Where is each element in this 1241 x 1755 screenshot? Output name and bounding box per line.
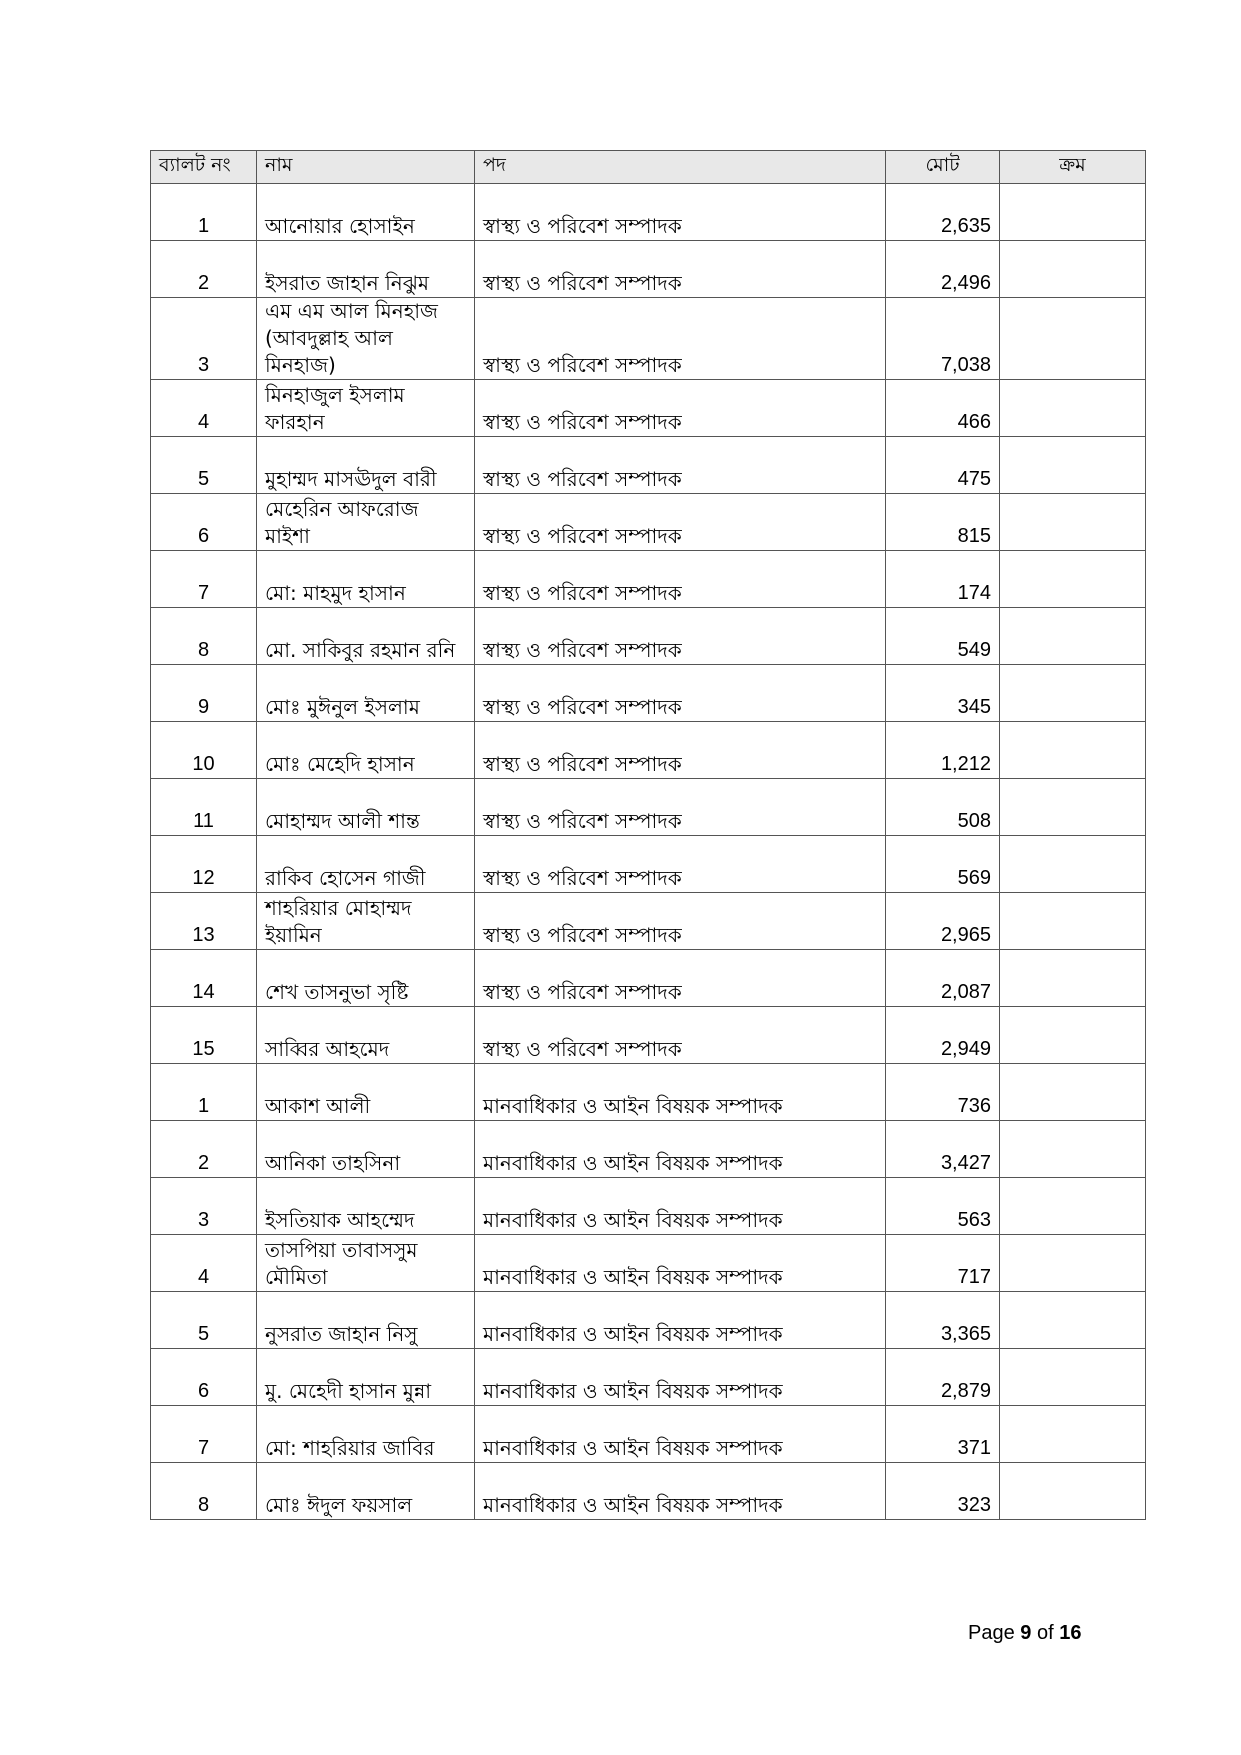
rank-cell	[1000, 241, 1146, 298]
name-cell: আকাশ আলী	[257, 1064, 475, 1121]
post-cell: স্বাস্থ্য ও পরিবেশ সম্পাদক	[475, 298, 886, 380]
total-cell: 736	[886, 1064, 1000, 1121]
rank-cell	[1000, 665, 1146, 722]
ballot-cell: 15	[151, 1007, 257, 1064]
ballot-cell: 7	[151, 551, 257, 608]
ballot-cell: 11	[151, 779, 257, 836]
name-cell: রাকিব হোসেন গাজী	[257, 836, 475, 893]
header-ballot: ব্যালট নং	[151, 151, 257, 184]
total-cell: 323	[886, 1463, 1000, 1520]
name-cell: মু. মেহেদী হাসান মুন্না	[257, 1349, 475, 1406]
name-cell: ইসরাত জাহান নিঝুম	[257, 241, 475, 298]
name-cell: মো. সাকিবুর রহমান রনি	[257, 608, 475, 665]
total-cell: 3,427	[886, 1121, 1000, 1178]
rank-cell	[1000, 1349, 1146, 1406]
ballot-cell: 2	[151, 241, 257, 298]
rank-cell	[1000, 836, 1146, 893]
ballot-cell: 3	[151, 298, 257, 380]
header-post: পদ	[475, 151, 886, 184]
results-table	[150, 150, 1146, 1520]
rank-cell	[1000, 1463, 1146, 1520]
name-cell: শাহরিয়ার মোহাম্মদ ইয়ামিন	[257, 893, 475, 950]
rank-cell	[1000, 608, 1146, 665]
total-cell: 717	[886, 1235, 1000, 1292]
post-cell: মানবাধিকার ও আইন বিষয়ক সম্পাদক	[475, 1406, 886, 1463]
ballot-cell: 4	[151, 380, 257, 437]
post-cell: স্বাস্থ্য ও পরিবেশ সম্পাদক	[475, 494, 886, 551]
table-row	[151, 494, 1146, 551]
header-rank: ক্রম	[1000, 151, 1146, 184]
post-cell: স্বাস্থ্য ও পরিবেশ সম্পাদক	[475, 1007, 886, 1064]
name-cell: মোঃ ঈদুল ফয়সাল	[257, 1463, 475, 1520]
ballot-cell: 1	[151, 1064, 257, 1121]
header-total: মোট	[886, 151, 1000, 184]
ballot-cell: 2	[151, 1121, 257, 1178]
total-cell: 569	[886, 836, 1000, 893]
post-cell: মানবাধিকার ও আইন বিষয়ক সম্পাদক	[475, 1463, 886, 1520]
post-cell: স্বাস্থ্য ও পরিবেশ সম্পাদক	[475, 241, 886, 298]
table-row	[151, 437, 1146, 494]
rank-cell	[1000, 184, 1146, 241]
name-cell: মোঃ মুঈনুল ইসলাম	[257, 665, 475, 722]
table-row	[151, 1121, 1146, 1178]
ballot-cell: 4	[151, 1235, 257, 1292]
table-row	[151, 184, 1146, 241]
total-cell: 2,635	[886, 184, 1000, 241]
total-cell: 563	[886, 1178, 1000, 1235]
rank-cell	[1000, 494, 1146, 551]
rank-cell	[1000, 437, 1146, 494]
post-cell: মানবাধিকার ও আইন বিষয়ক সম্পাদক	[475, 1349, 886, 1406]
rank-cell	[1000, 380, 1146, 437]
total-cell: 1,212	[886, 722, 1000, 779]
table-header-row	[151, 151, 1146, 184]
name-cell: এম এম আল মিনহাজ (আবদুল্লাহ আল মিনহাজ)	[257, 298, 475, 380]
total-cell: 174	[886, 551, 1000, 608]
rank-cell	[1000, 1007, 1146, 1064]
ballot-cell: 10	[151, 722, 257, 779]
ballot-cell: 13	[151, 893, 257, 950]
ballot-cell: 6	[151, 1349, 257, 1406]
total-cell: 2,087	[886, 950, 1000, 1007]
post-cell: স্বাস্থ্য ও পরিবেশ সম্পাদক	[475, 722, 886, 779]
post-cell: স্বাস্থ্য ও পরিবেশ সম্পাদক	[475, 380, 886, 437]
name-cell: শেখ তাসনুভা সৃষ্টি	[257, 950, 475, 1007]
post-cell: মানবাধিকার ও আইন বিষয়ক সম্পাদক	[475, 1121, 886, 1178]
total-cell: 466	[886, 380, 1000, 437]
table-row	[151, 551, 1146, 608]
total-pages-number: 16	[1059, 1622, 1082, 1644]
total-cell: 2,496	[886, 241, 1000, 298]
rank-cell	[1000, 1235, 1146, 1292]
name-cell: মেহেরিন আফরোজ মাইশা	[257, 494, 475, 551]
ballot-cell: 3	[151, 1178, 257, 1235]
table-row	[151, 1463, 1146, 1520]
name-cell: তাসপিয়া তাবাসসুম মৌমিতা	[257, 1235, 475, 1292]
rank-cell	[1000, 551, 1146, 608]
total-cell: 475	[886, 437, 1000, 494]
rank-cell	[1000, 298, 1146, 380]
name-cell: মো: শাহরিয়ার জাবির	[257, 1406, 475, 1463]
ballot-cell: 6	[151, 494, 257, 551]
ballot-cell: 5	[151, 437, 257, 494]
table-row	[151, 950, 1146, 1007]
rank-cell	[1000, 1178, 1146, 1235]
table-row	[151, 665, 1146, 722]
post-cell: মানবাধিকার ও আইন বিষয়ক সম্পাদক	[475, 1292, 886, 1349]
table-row	[151, 1235, 1146, 1292]
page-footer	[968, 1622, 1081, 1645]
name-cell: মোহাম্মদ আলী শান্ত	[257, 779, 475, 836]
page-label: Page	[968, 1622, 1015, 1644]
post-cell: স্বাস্থ্য ও পরিবেশ সম্পাদক	[475, 665, 886, 722]
name-cell: আনিকা তাহসিনা	[257, 1121, 475, 1178]
table-row	[151, 608, 1146, 665]
table-row	[151, 1064, 1146, 1121]
post-cell: স্বাস্থ্য ও পরিবেশ সম্পাদক	[475, 551, 886, 608]
table-row	[151, 1349, 1146, 1406]
table-row	[151, 380, 1146, 437]
table-row	[151, 836, 1146, 893]
post-cell: স্বাস্থ্য ও পরিবেশ সম্পাদক	[475, 437, 886, 494]
total-cell: 345	[886, 665, 1000, 722]
post-cell: স্বাস্থ্য ও পরিবেশ সম্পাদক	[475, 184, 886, 241]
total-cell: 549	[886, 608, 1000, 665]
total-cell: 3,365	[886, 1292, 1000, 1349]
ballot-cell: 1	[151, 184, 257, 241]
rank-cell	[1000, 1406, 1146, 1463]
total-cell: 2,965	[886, 893, 1000, 950]
post-cell: মানবাধিকার ও আইন বিষয়ক সম্পাদক	[475, 1235, 886, 1292]
post-cell: স্বাস্থ্য ও পরিবেশ সম্পাদক	[475, 836, 886, 893]
name-cell: আনোয়ার হোসাইন	[257, 184, 475, 241]
table-row	[151, 722, 1146, 779]
rank-cell	[1000, 893, 1146, 950]
name-cell: নুসরাত জাহান নিসু	[257, 1292, 475, 1349]
table-row	[151, 893, 1146, 950]
header-name: নাম	[257, 151, 475, 184]
table-row	[151, 241, 1146, 298]
table-row	[151, 1178, 1146, 1235]
name-cell: সাব্বির আহমেদ	[257, 1007, 475, 1064]
post-cell: স্বাস্থ্য ও পরিবেশ সম্পাদক	[475, 893, 886, 950]
rank-cell	[1000, 779, 1146, 836]
current-page-number: 9	[1020, 1622, 1032, 1644]
total-cell: 508	[886, 779, 1000, 836]
table-row	[151, 1406, 1146, 1463]
rank-cell	[1000, 1292, 1146, 1349]
ballot-cell: 8	[151, 608, 257, 665]
total-cell: 815	[886, 494, 1000, 551]
ballot-cell: 12	[151, 836, 257, 893]
rank-cell	[1000, 1064, 1146, 1121]
post-cell: স্বাস্থ্য ও পরিবেশ সম্পাদক	[475, 950, 886, 1007]
ballot-cell: 7	[151, 1406, 257, 1463]
of-label: of	[1036, 1622, 1054, 1644]
ballot-cell: 9	[151, 665, 257, 722]
total-cell: 7,038	[886, 298, 1000, 380]
rank-cell	[1000, 722, 1146, 779]
name-cell: মো: মাহমুদ হাসান	[257, 551, 475, 608]
table-row	[151, 1007, 1146, 1064]
rank-cell	[1000, 950, 1146, 1007]
name-cell: ইসতিয়াক আহম্মেদ	[257, 1178, 475, 1235]
name-cell: মোঃ মেহেদি হাসান	[257, 722, 475, 779]
total-cell: 2,949	[886, 1007, 1000, 1064]
table-row	[151, 1292, 1146, 1349]
total-cell: 371	[886, 1406, 1000, 1463]
table-row	[151, 298, 1146, 380]
table-row	[151, 779, 1146, 836]
ballot-cell: 14	[151, 950, 257, 1007]
post-cell: স্বাস্থ্য ও পরিবেশ সম্পাদক	[475, 608, 886, 665]
total-cell: 2,879	[886, 1349, 1000, 1406]
ballot-cell: 8	[151, 1463, 257, 1520]
rank-cell	[1000, 1121, 1146, 1178]
name-cell: মিনহাজুল ইসলাম ফারহান	[257, 380, 475, 437]
name-cell: মুহাম্মদ মাসঊদুল বারী	[257, 437, 475, 494]
ballot-cell: 5	[151, 1292, 257, 1349]
post-cell: মানবাধিকার ও আইন বিষয়ক সম্পাদক	[475, 1064, 886, 1121]
post-cell: মানবাধিকার ও আইন বিষয়ক সম্পাদক	[475, 1178, 886, 1235]
table-body	[151, 184, 1146, 1520]
post-cell: স্বাস্থ্য ও পরিবেশ সম্পাদক	[475, 779, 886, 836]
